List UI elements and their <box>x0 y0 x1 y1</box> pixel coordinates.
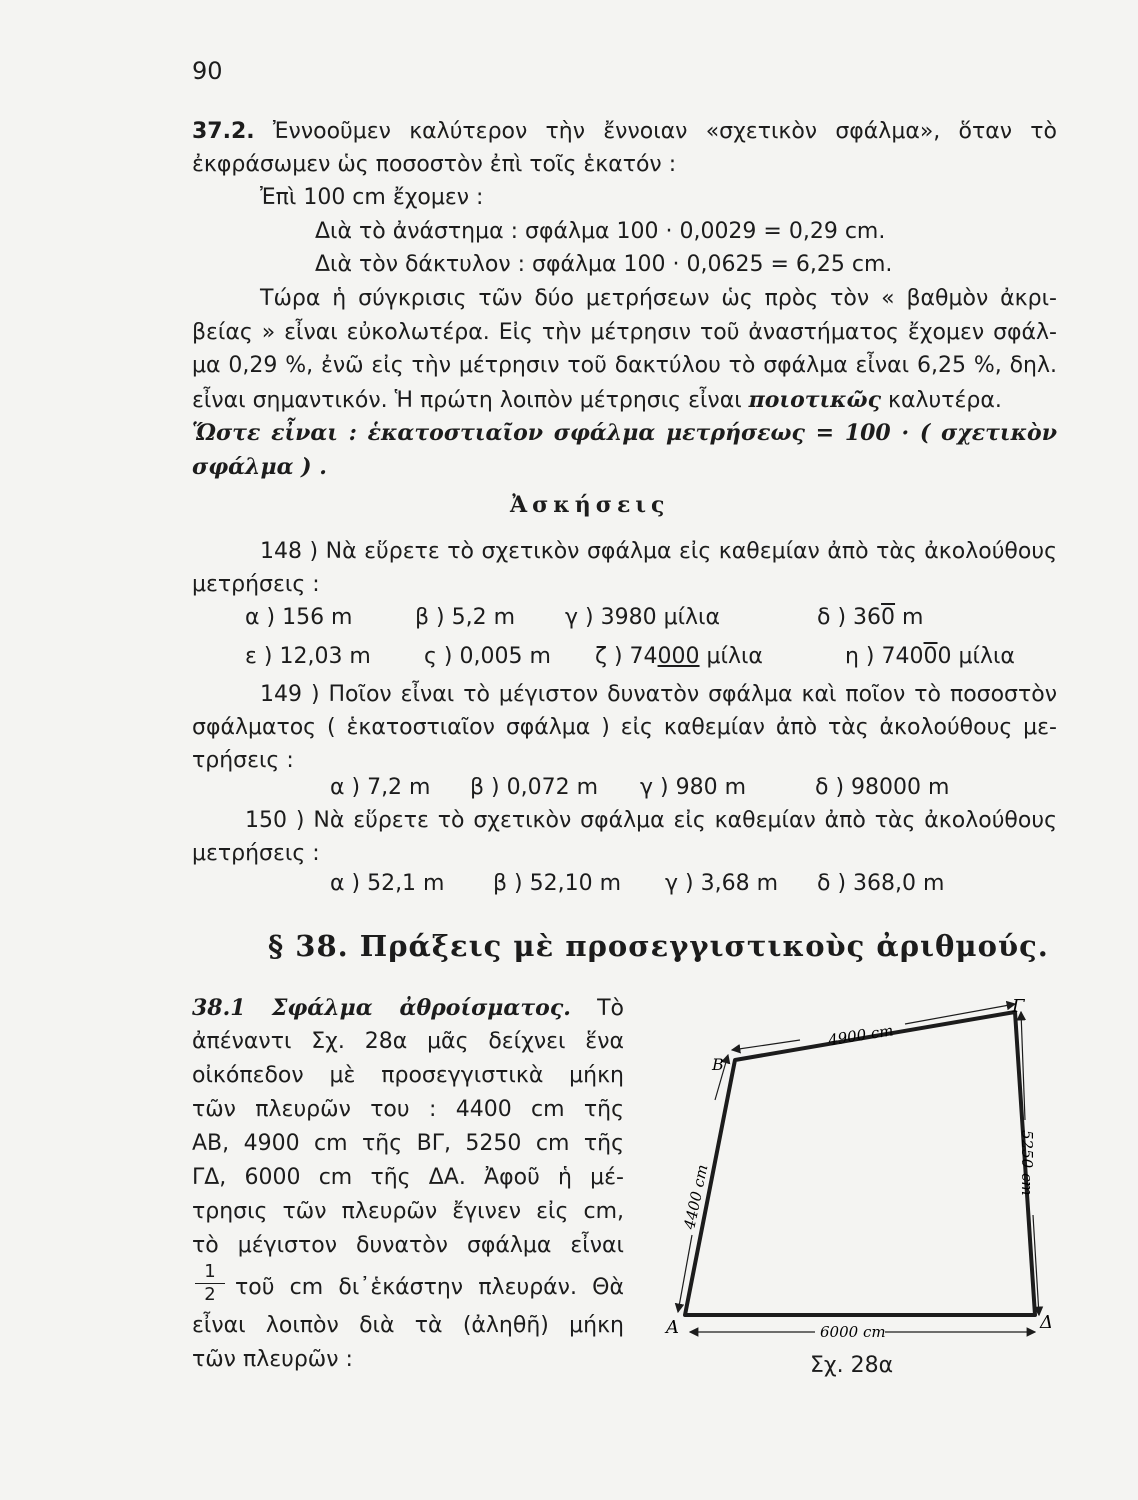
s38-line-6: ΓΔ, 6000 cm τῆς ΔΑ. Ἀφοῦ ἡ μέ- <box>192 1165 624 1190</box>
s37-line-3: Ἐπὶ 100 cm ἔχομεν : <box>260 185 484 210</box>
s37-line-1: 37.2. Ἐννοοῦμεν καλύτερον τὴν ἔννοιαν «σχετικὸν σφάλμα», ὅταν τὸ <box>192 119 1057 144</box>
ex148-item-a: α ) 156 m <box>245 605 353 630</box>
page-number: 90 <box>192 57 223 85</box>
ex148-item-c: γ ) 3980 μίλια <box>565 605 720 630</box>
ex150-item-b: β ) 52,10 m <box>493 871 622 896</box>
ex148-item-d: δ ) 360 m <box>817 605 924 630</box>
ex148-item-z: ζ ) 74000 μίλια <box>595 644 763 669</box>
s38-line-10: εἶναι λοιπὸν διὰ τὰ (ἀληθῆ) μήκη <box>192 1313 624 1338</box>
s37-line-7: βείας » εἶναι εὐκολωτέρα. Εἰς τὴν μέτρησιν τοῦ ἀναστήματος ἔχομεν σφάλ- <box>192 320 1057 345</box>
emphasis-word: ποιοτικῶς <box>748 387 882 413</box>
s38-line-1: 38.1 Σφάλμα ἀθροίσματος. Τὸ <box>192 995 624 1021</box>
ex148-item-h: η ) 74000 μίλια <box>845 644 1015 669</box>
ex149-item-c: γ ) 980 m <box>640 775 747 800</box>
figure-28a <box>650 990 1070 1410</box>
s37-line-10: Ὥστε εἶναι : ἑκατοστιαῖον σφάλμα μετρήσεως = 100 · ( σχετικὸν <box>192 420 1057 446</box>
s38-line-3: οἰκόπεδον μὲ προσεγγιστικὰ μήκη <box>192 1063 624 1088</box>
dimension-line-ab-bottom <box>678 1235 692 1312</box>
exercises-heading: Ἀσκήσεις <box>510 492 670 518</box>
vertex-label-a: Α <box>666 1317 679 1338</box>
s38-line-11: τῶν πλευρῶν : <box>192 1347 353 1372</box>
s38-line-5: ΑΒ, 4900 cm τῆς ΒΓ, 5250 cm τῆς <box>192 1131 624 1156</box>
ex148-item-e: ε ) 12,03 m <box>245 644 371 669</box>
s38-line-4: τῶν πλευρῶν του : 4400 cm τῆς <box>192 1097 624 1122</box>
side-label-gd: 5250 cm <box>1018 1130 1036 1196</box>
s38-line-7: τρησις τῶν πλευρῶν ἔγινεν εἰς cm, <box>192 1199 624 1224</box>
ex150-item-d: δ ) 368,0 m <box>817 871 945 896</box>
side-label-bg: 4900 cm <box>827 1021 895 1050</box>
s37-number: 37.2. <box>192 119 255 144</box>
ex149-item-d: δ ) 98000 m <box>815 775 950 800</box>
s37-line-5: Διὰ τὸν δάκτυλον : σφάλμα 100 · 0,0625 = 6,25 cm. <box>315 252 893 277</box>
section-38-title: § 38. Πράξεις μὲ προσεγγιστικοὺς ἀριθμούς. <box>268 929 1049 963</box>
plot-quadrilateral <box>685 1012 1035 1315</box>
s37-line-8: μα 0,29 %, ἐνῶ εἰς τὴν μέτρησιν τοῦ δακτύλου τὸ σφάλμα εἶναι 6,25 %, δηλ. <box>192 353 1057 378</box>
ex148-item-b: β ) 5,2 m <box>415 605 516 630</box>
ex149-item-b: β ) 0,072 m <box>470 775 599 800</box>
vertex-label-b: Β <box>712 1055 724 1074</box>
side-label-ad: 6000 cm <box>820 1323 886 1341</box>
s37-line-6: Τώρα ἡ σύγκρισις τῶν δύο μετρήσεων ὡς πρὸς τὸν « βαθμὸν ἀκρι- <box>260 286 1057 311</box>
figure-caption: Σχ. 28α <box>810 1353 894 1378</box>
side-label-ab: 4400 cm <box>680 1162 712 1231</box>
s38-line-8: τὸ μέγιστον δυνατὸν σφάλμα εἶναι <box>192 1233 624 1258</box>
ex148-line-1: 148 ) Νὰ εὕρετε τὸ σχετικὸν σφάλμα εἰς καθεμίαν ἀπὸ τὰς ἀκολούθους <box>260 539 1057 564</box>
vertex-label-g: Γ <box>1012 996 1025 1017</box>
ex148-item-st: ς ) 0,005 m <box>424 644 551 669</box>
s37-line-11: σφάλμα ) . <box>192 454 327 480</box>
ex150-item-a: α ) 52,1 m <box>330 871 445 896</box>
ex150-line-1: 150 ) Νὰ εὕρετε τὸ σχετικὸν σφάλμα εἰς καθεμίαν ἀπὸ τὰς ἀκολούθους <box>245 808 1057 833</box>
ex149-line-2: σφάλματος ( ἑκατοστιαῖον σφάλμα ) εἰς καθεμίαν ἀπὸ τὰς ἀκολούθους με- <box>192 715 1057 740</box>
ex150-item-c: γ ) 3,68 m <box>665 871 778 896</box>
s37-line-2: ἐκφράσωμεν ὡς ποσοστὸν ἐπὶ τοῖς ἑκατόν : <box>192 152 677 177</box>
s38-subtitle: Σφάλμα ἀθροίσματος. <box>271 995 571 1021</box>
dimension-line-bg <box>732 1040 800 1050</box>
ex148-line-2: μετρήσεις : <box>192 572 320 597</box>
ex149-item-a: α ) 7,2 m <box>330 775 431 800</box>
s37-line-4: Διὰ τὸ ἀνάστημα : σφάλμα 100 · 0,0029 = 0,29 cm. <box>315 219 886 244</box>
ex149-line-1: 149 ) Ποῖον εἶναι τὸ μέγιστον δυνατὸν σφάλμα καὶ ποῖον τὸ ποσοστὸν <box>260 682 1057 707</box>
s38-line-2: ἀπέναντι Σχ. 28α μᾶς δείχνει ἕνα <box>192 1029 624 1054</box>
fraction-one-half: 1 2 <box>195 1262 225 1305</box>
ex150-line-2: μετρήσεις : <box>192 841 320 866</box>
s37-line-9: εἶναι σημαντικόν. Ἡ πρώτη λοιπὸν μέτρησις εἶναι ποιοτικῶς καλυτέρα. <box>192 387 1002 413</box>
vertex-label-d: Δ <box>1040 1312 1053 1333</box>
ex149-line-3: τρήσεις : <box>192 748 294 773</box>
s38-line-9: τοῦ cm δι᾽ἑκάστην πλευράν. Θὰ <box>235 1275 624 1300</box>
